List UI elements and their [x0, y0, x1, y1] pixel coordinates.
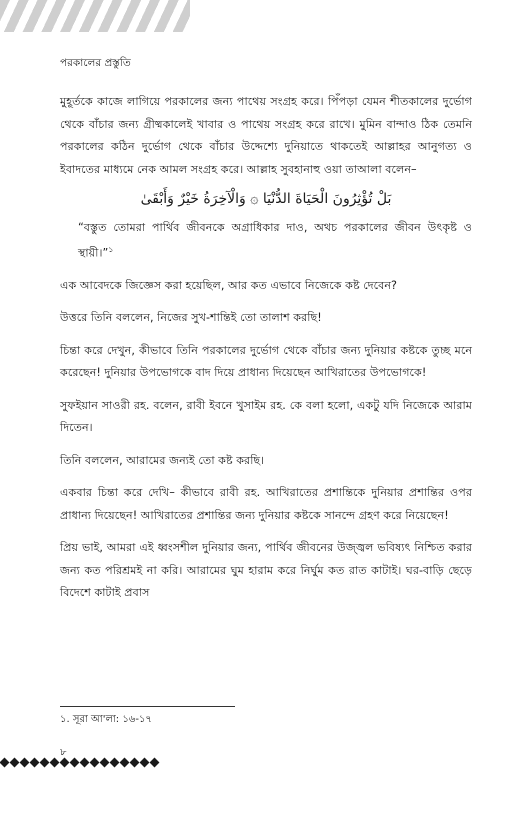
diamond-ornament	[100, 758, 110, 768]
page-number: ৮	[60, 747, 67, 758]
paragraph-3: উত্তরে তিনি বললেন, নিজের সুখ-শান্তিই তো তালাশ করছি!	[60, 311, 322, 325]
paragraph-2: এক আবেদকে জিজ্ঞেস করা হয়েছিল, আর কত এভাবে নিজেকে কষ্ট দেবেন?	[60, 278, 397, 292]
footnote-marker: ১	[108, 245, 114, 254]
paragraph-8: প্রিয় ভাই, আমরা এই ধ্বংসশীল দুনিয়ার জন্য, পার্থিব জীবনের উজ্জ্বল ভবিষ্যৎ নিশ্চিত করার জন্য কত পরিশ্রমই না করি। আরামের ঘুম হারাম করে নির্ঘুম কত রাত কাটাই। ঘর-বাড়ি ছেড়ে বিদেশে কাটাই প্রবাস	[60, 541, 472, 600]
diamond-ornament	[110, 758, 120, 768]
diamond-ornament	[50, 758, 60, 768]
header-stripe-decoration	[0, 0, 190, 32]
diamond-ornament	[120, 758, 130, 768]
paragraph-6: তিনি বললেন, আরামের জন্যই তো কষ্ট করছি।	[60, 453, 265, 467]
diamond-ornament	[80, 758, 90, 768]
paragraph-4: চিন্তা করে দেখুন, কীভাবে তিনি পরকালের দুর্ভোগ থেকে বাঁচার জন্য দুনিয়ার কষ্টকে তুচ্ছ মনে করেছেন! দুনিয়ার উপভোগকে বাদ দিয়ে প্রাধান্য দিয়েছেন আখিরাতের উপভোগকে!	[60, 343, 472, 380]
paragraph-1: মুহূর্তকে কাজে লাগিয়ে পরকালের জন্য পাথেয় সংগ্রহ করে। পিঁপড়া যেমন শীতকালের দুর্ভোগ থেকে বাঁচার জন্য গ্রীষ্মকালেই খাবার ও পাথেয় সংগ্রহ করে রাখে। মুমিন বান্দাও ঠিক তেমনি পরকালের কঠিন দুর্ভোগ থেকে বাঁচার উদ্দেশ্যে দুনিয়াতে থাকতেই আল্লাহর আনুগত্য ও ইবাদতের মাধ্যমে নেক আমল সংগ্রহ করে। আল্লাহ সুবহানাহু ওয়া তাআলা বলেন–	[60, 95, 472, 176]
diamond-ornament	[90, 758, 100, 768]
diamond-ornament	[40, 758, 50, 768]
diamond-ornament	[30, 758, 40, 768]
footer-diamond-decoration	[0, 757, 159, 768]
diamond-ornament	[0, 758, 9, 768]
body-text	[60, 91, 472, 605]
diamond-ornament	[150, 758, 160, 768]
verse-translation	[78, 217, 472, 265]
diamond-ornament	[70, 758, 80, 768]
paragraph-7: একবার চিন্তা করে দেখি– কীভাবে রাবী রহ. আখিরাতের প্রশান্তিকে দুনিয়ার প্রশান্তির ওপর প্রাধান্য দিয়েছেন! আখিরাতের প্রশান্তির জন্য দুনিয়ার কষ্টকে সানন্দে গ্রহণ করে নিয়েছেন!	[60, 486, 472, 522]
paragraph-5: সুফইয়ান সাওরী রহ. বলেন, রাবী ইবনে খুসাইম রহ. কে বলা হলো, একটু যদি নিজেকে আরাম দিতেন।	[60, 398, 472, 435]
footnote-divider	[60, 706, 235, 707]
diamond-ornament	[60, 758, 70, 768]
verse-translation-text: “বস্তুত তোমরা পার্থিব জীবনকে অগ্রাধিকার দাও, অথচ পরকালের জীবন উৎকৃষ্ট ও স্থায়ী।”	[78, 221, 472, 260]
diamond-ornament	[130, 758, 140, 768]
running-title: পরকালের প্রস্তুতি	[60, 57, 131, 69]
diamond-ornament	[20, 758, 30, 768]
footnote: ১. সূরা আ'লা: ১৬-১৭	[60, 714, 152, 725]
arabic-verse: بَلْ تُؤْثِرُونَ الْحَيَاةَ الدُّنْيَا ۞ وَالْآخِرَةُ خَيْرٌ وَأَبْقَىٰ	[140, 191, 392, 207]
diamond-ornament	[10, 758, 20, 768]
diamond-ornament	[140, 758, 150, 768]
